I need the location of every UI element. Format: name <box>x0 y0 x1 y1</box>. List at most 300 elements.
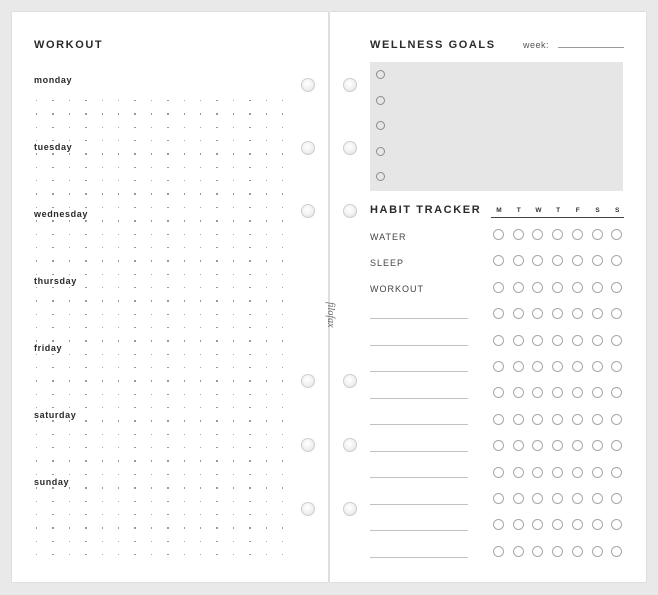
habit-check-circle[interactable] <box>513 335 524 346</box>
dot <box>249 260 250 261</box>
dot <box>233 407 234 408</box>
dot <box>36 113 37 114</box>
habit-check-circle[interactable] <box>611 255 622 266</box>
habit-check-circle[interactable] <box>552 387 563 398</box>
habit-check-circle[interactable] <box>513 546 524 557</box>
habit-check-circle[interactable] <box>572 308 583 319</box>
goal-checkbox[interactable] <box>376 147 385 156</box>
dot <box>134 140 135 141</box>
dot <box>167 314 168 315</box>
binder-ring <box>301 141 315 155</box>
dot <box>233 260 234 261</box>
dot <box>118 274 119 275</box>
dot <box>266 474 267 475</box>
dot <box>85 153 86 154</box>
dot <box>200 474 201 475</box>
dot <box>282 460 283 461</box>
dot <box>102 247 103 248</box>
dot <box>69 394 70 395</box>
dot <box>200 220 201 221</box>
dot <box>233 394 234 395</box>
dot <box>167 274 168 275</box>
dot <box>266 314 267 315</box>
dot <box>134 314 135 315</box>
dot <box>266 193 267 194</box>
habit-check-circle[interactable] <box>552 414 563 425</box>
dot <box>69 220 70 221</box>
dot <box>233 100 234 101</box>
habit-check-circle[interactable] <box>611 308 622 319</box>
habit-check-circle[interactable] <box>513 387 524 398</box>
dot <box>216 487 217 488</box>
dot <box>167 180 168 181</box>
habit-check-circle[interactable] <box>592 308 603 319</box>
dot <box>69 234 70 235</box>
dot <box>36 180 37 181</box>
habit-name-line[interactable] <box>370 530 468 531</box>
dot <box>52 460 53 461</box>
habit-check-circle[interactable] <box>552 519 563 530</box>
habit-check-circle[interactable] <box>493 519 504 530</box>
habit-check-circle[interactable] <box>572 546 583 557</box>
dot <box>69 514 70 515</box>
dot <box>216 207 217 208</box>
dot <box>118 487 119 488</box>
dot <box>102 407 103 408</box>
habit-check-circle[interactable] <box>552 308 563 319</box>
dot <box>69 434 70 435</box>
habit-check-circle[interactable] <box>513 414 524 425</box>
binder-ring <box>301 78 315 92</box>
binder-ring <box>343 141 357 155</box>
dot <box>118 327 119 328</box>
dot <box>102 460 103 461</box>
dot <box>282 554 283 555</box>
dot <box>200 100 201 101</box>
habit-check-circle[interactable] <box>493 414 504 425</box>
dot <box>167 100 168 101</box>
dot <box>184 300 185 301</box>
habit-check-circle[interactable] <box>532 467 543 478</box>
dot <box>216 420 217 421</box>
habit-check-circle[interactable] <box>493 361 504 372</box>
habit-check-circle[interactable] <box>513 308 524 319</box>
dot <box>200 447 201 448</box>
dot <box>52 367 53 368</box>
dot <box>216 113 217 114</box>
habit-check-circle[interactable] <box>493 282 504 293</box>
dot <box>69 180 70 181</box>
dot <box>102 287 103 288</box>
dot <box>118 113 119 114</box>
goal-checkbox[interactable] <box>376 121 385 130</box>
habit-check-circle[interactable] <box>552 546 563 557</box>
habit-check-circle[interactable] <box>532 519 543 530</box>
habit-check-circle[interactable] <box>572 387 583 398</box>
dot <box>282 367 283 368</box>
habit-name-line[interactable] <box>370 451 468 452</box>
dot <box>151 367 152 368</box>
habit-check-circle[interactable] <box>611 493 622 504</box>
dot <box>216 501 217 502</box>
dot <box>216 220 217 221</box>
dot <box>134 340 135 341</box>
dot <box>52 207 53 208</box>
dot <box>102 420 103 421</box>
dot <box>200 487 201 488</box>
dot <box>85 367 86 368</box>
dot <box>134 447 135 448</box>
habit-check-circle[interactable] <box>493 546 504 557</box>
habit-check-circle[interactable] <box>513 467 524 478</box>
dot <box>249 287 250 288</box>
habit-check-circle[interactable] <box>592 387 603 398</box>
dot <box>36 340 37 341</box>
dot <box>85 474 86 475</box>
dot <box>118 153 119 154</box>
habit-check-circle[interactable] <box>572 361 583 372</box>
habit-check-circle[interactable] <box>493 440 504 451</box>
dot <box>200 340 201 341</box>
dot <box>249 474 250 475</box>
habit-check-circle[interactable] <box>532 229 543 240</box>
dot <box>282 300 283 301</box>
dot <box>151 220 152 221</box>
habit-check-circle[interactable] <box>611 414 622 425</box>
habit-check-circle[interactable] <box>513 255 524 266</box>
dot <box>85 527 86 528</box>
dot <box>200 260 201 261</box>
dot <box>85 340 86 341</box>
habit-check-circle[interactable] <box>532 387 543 398</box>
dot <box>102 193 103 194</box>
dot <box>184 460 185 461</box>
habit-check-circle[interactable] <box>611 467 622 478</box>
dot <box>249 180 250 181</box>
dot <box>52 420 53 421</box>
habit-check-circle[interactable] <box>552 335 563 346</box>
dot <box>151 300 152 301</box>
habit-name-line[interactable] <box>370 371 468 372</box>
dot <box>216 327 217 328</box>
dot <box>52 474 53 475</box>
habit-check-circle[interactable] <box>493 335 504 346</box>
habit-check-circle[interactable] <box>532 414 543 425</box>
dot <box>85 260 86 261</box>
habit-check-circle[interactable] <box>532 308 543 319</box>
habit-name-line[interactable] <box>370 345 468 346</box>
dot <box>167 474 168 475</box>
habit-check-circle[interactable] <box>572 255 583 266</box>
dot <box>167 234 168 235</box>
dot <box>200 300 201 301</box>
habit-check-circle[interactable] <box>611 282 622 293</box>
dot <box>85 460 86 461</box>
dot <box>134 474 135 475</box>
dot <box>36 460 37 461</box>
dot <box>134 367 135 368</box>
habit-check-circle[interactable] <box>572 467 583 478</box>
dot <box>200 460 201 461</box>
habit-check-circle[interactable] <box>552 282 563 293</box>
dot <box>85 327 86 328</box>
dot <box>69 340 70 341</box>
dot <box>200 127 201 128</box>
habit-check-circle[interactable] <box>572 282 583 293</box>
habit-check-circle[interactable] <box>532 546 543 557</box>
dot <box>102 541 103 542</box>
habit-check-circle[interactable] <box>572 519 583 530</box>
dot <box>151 153 152 154</box>
dot <box>118 180 119 181</box>
dot <box>216 367 217 368</box>
dot <box>282 474 283 475</box>
dot <box>184 434 185 435</box>
habit-check-circle[interactable] <box>592 519 603 530</box>
dot <box>200 287 201 288</box>
dot <box>102 434 103 435</box>
dot <box>233 527 234 528</box>
dot <box>102 380 103 381</box>
habit-check-circle[interactable] <box>552 255 563 266</box>
dot <box>167 367 168 368</box>
habit-check-circle[interactable] <box>493 229 504 240</box>
dot <box>282 434 283 435</box>
dot <box>36 380 37 381</box>
habit-check-circle[interactable] <box>611 440 622 451</box>
dot <box>151 527 152 528</box>
dot <box>233 300 234 301</box>
dot <box>69 527 70 528</box>
habit-name-line[interactable] <box>370 318 468 319</box>
habit-check-circle[interactable] <box>611 546 622 557</box>
dot <box>249 460 250 461</box>
habit-check-circle[interactable] <box>552 467 563 478</box>
dot <box>200 434 201 435</box>
habit-check-circle[interactable] <box>572 335 583 346</box>
dot <box>85 420 86 421</box>
habit-name-line[interactable] <box>370 557 468 558</box>
habit-check-circle[interactable] <box>572 414 583 425</box>
dot <box>249 554 250 555</box>
dot <box>249 207 250 208</box>
dot <box>134 354 135 355</box>
dot <box>69 100 70 101</box>
habit-check-circle[interactable] <box>532 335 543 346</box>
dot <box>282 501 283 502</box>
dot <box>233 541 234 542</box>
goal-checkbox[interactable] <box>376 70 385 79</box>
dot <box>151 167 152 168</box>
binder-ring <box>343 78 357 92</box>
dot <box>52 327 53 328</box>
dot <box>282 100 283 101</box>
dot <box>52 180 53 181</box>
habit-check-circle[interactable] <box>532 493 543 504</box>
habit-check-circle[interactable] <box>493 467 504 478</box>
dot <box>282 180 283 181</box>
dot <box>266 460 267 461</box>
dot <box>52 407 53 408</box>
dot <box>151 100 152 101</box>
dot <box>118 394 119 395</box>
dot <box>52 220 53 221</box>
dot <box>118 541 119 542</box>
dot <box>167 554 168 555</box>
goal-checkbox[interactable] <box>376 172 385 181</box>
dot <box>52 300 53 301</box>
habit-name-line[interactable] <box>370 504 468 505</box>
dot <box>134 501 135 502</box>
dot <box>85 300 86 301</box>
habit-check-circle[interactable] <box>592 361 603 372</box>
dot <box>282 207 283 208</box>
dot <box>216 153 217 154</box>
dot <box>85 100 86 101</box>
dot <box>282 234 283 235</box>
habit-check-circle[interactable] <box>532 282 543 293</box>
habit-check-circle[interactable] <box>552 361 563 372</box>
habit-check-circle[interactable] <box>592 414 603 425</box>
dot <box>36 207 37 208</box>
dot <box>184 447 185 448</box>
habit-check-circle[interactable] <box>572 440 583 451</box>
dot <box>233 207 234 208</box>
dot <box>200 380 201 381</box>
dot <box>151 327 152 328</box>
habit-check-circle[interactable] <box>572 493 583 504</box>
dot <box>266 501 267 502</box>
habit-check-circle[interactable] <box>493 387 504 398</box>
dot <box>151 434 152 435</box>
dot <box>167 247 168 248</box>
habit-check-circle[interactable] <box>552 229 563 240</box>
dot <box>134 541 135 542</box>
dot <box>216 260 217 261</box>
habit-check-circle[interactable] <box>532 440 543 451</box>
dot <box>52 113 53 114</box>
habit-check-circle[interactable] <box>532 361 543 372</box>
dot <box>184 327 185 328</box>
dot <box>249 274 250 275</box>
goal-checkbox[interactable] <box>376 96 385 105</box>
habit-name-line[interactable] <box>370 398 468 399</box>
habit-check-circle[interactable] <box>611 335 622 346</box>
habit-name-line[interactable] <box>370 477 468 478</box>
dot <box>249 327 250 328</box>
dot <box>233 314 234 315</box>
habit-check-circle[interactable] <box>513 361 524 372</box>
dot <box>233 127 234 128</box>
habit-check-circle[interactable] <box>493 308 504 319</box>
habit-check-circle[interactable] <box>592 467 603 478</box>
habit-check-circle[interactable] <box>552 493 563 504</box>
dot <box>184 501 185 502</box>
dot <box>249 420 250 421</box>
habit-check-circle[interactable] <box>611 361 622 372</box>
dot <box>151 287 152 288</box>
binder-ring <box>343 374 357 388</box>
dot <box>266 420 267 421</box>
dot <box>167 153 168 154</box>
week-field[interactable] <box>558 47 624 48</box>
binder-ring <box>301 204 315 218</box>
habit-label: SLEEP <box>370 258 405 268</box>
habit-check-circle[interactable] <box>572 229 583 240</box>
dot <box>282 407 283 408</box>
dot <box>69 314 70 315</box>
weekday-rule <box>491 217 624 218</box>
dot <box>200 247 201 248</box>
dot <box>118 367 119 368</box>
habit-check-circle[interactable] <box>592 282 603 293</box>
habit-check-circle[interactable] <box>611 387 622 398</box>
dot <box>52 274 53 275</box>
dot <box>184 193 185 194</box>
habit-check-circle[interactable] <box>493 255 504 266</box>
workout-page <box>12 12 328 582</box>
habit-check-circle[interactable] <box>611 229 622 240</box>
habit-check-circle[interactable] <box>552 440 563 451</box>
dot <box>151 380 152 381</box>
dot <box>200 514 201 515</box>
habit-check-circle[interactable] <box>592 546 603 557</box>
dot <box>69 247 70 248</box>
dot <box>52 340 53 341</box>
dot <box>36 474 37 475</box>
habit-check-circle[interactable] <box>592 335 603 346</box>
dot <box>216 247 217 248</box>
binder-ring <box>343 438 357 452</box>
dot <box>184 314 185 315</box>
habit-check-circle[interactable] <box>532 255 543 266</box>
habit-check-circle[interactable] <box>513 440 524 451</box>
dot <box>36 514 37 515</box>
habit-check-circle[interactable] <box>513 493 524 504</box>
dot <box>69 113 70 114</box>
weekday-label: T <box>556 207 561 214</box>
dot <box>282 287 283 288</box>
habit-check-circle[interactable] <box>493 493 504 504</box>
dot <box>118 140 119 141</box>
habit-check-circle[interactable] <box>592 229 603 240</box>
dot <box>167 287 168 288</box>
habit-check-circle[interactable] <box>611 519 622 530</box>
dot <box>36 153 37 154</box>
dot <box>167 340 168 341</box>
habit-check-circle[interactable] <box>592 493 603 504</box>
habit-name-line[interactable] <box>370 424 468 425</box>
dot <box>151 394 152 395</box>
habit-check-circle[interactable] <box>592 255 603 266</box>
habit-check-circle[interactable] <box>592 440 603 451</box>
dot <box>102 113 103 114</box>
dot <box>134 274 135 275</box>
dot <box>167 127 168 128</box>
dot <box>85 193 86 194</box>
dot <box>85 127 86 128</box>
weekday-label: S <box>615 207 620 214</box>
habit-check-circle[interactable] <box>513 519 524 530</box>
weekday-label: M <box>496 207 502 214</box>
dot <box>52 314 53 315</box>
dot <box>36 300 37 301</box>
dot <box>151 180 152 181</box>
habit-check-circle[interactable] <box>513 229 524 240</box>
dot <box>266 527 267 528</box>
dot <box>118 434 119 435</box>
habit-check-circle[interactable] <box>513 282 524 293</box>
